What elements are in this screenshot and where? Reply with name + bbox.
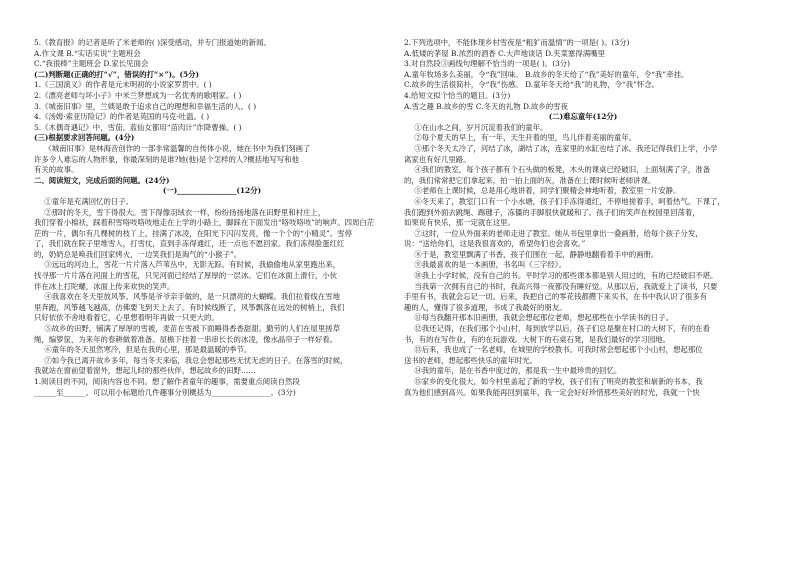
- right-text-line: 书，有的在写作业，有的在玩游戏。大树下的石桌石凳，是我们最好的学习园地。: [404, 334, 671, 344]
- left-text-line: ②那时的冬天，雪下得很大。雪下得像羽绒衣一样，纷纷扬扬地落在田野里和村庄上，: [44, 207, 326, 217]
- left-text-line: 只好依依不舍地看着它，心里想着明年再做一只更大的。: [34, 313, 219, 323]
- right-text-line: ⑫我还记得，在我们那个小山村，每到放学以后，孩子们总是聚在村口的大树下，有的在看: [414, 324, 710, 334]
- right-text-line: 3.对自然段③画线句理解不恰当的一项是( )。(3分): [404, 59, 571, 69]
- left-text-line: C.“我很棒”主题班会 D.家长见面会: [34, 59, 149, 69]
- left-text-line: 找寻那一片片落在河面上的雪花，只见河面已经结了厚厚的一层冰。它们在冰面上滑行，小伙: [34, 271, 338, 281]
- left-text-line: ④我喜欢在冬天里放风筝。风筝是爷爷亲手做的，是一只漂亮的大蝴蝶。我们拉着线在雪地: [44, 292, 340, 302]
- right-text-line: ⑪每当我翻开那本旧画册，我就会想起那位老师，想起那些在小学读书的日子。: [414, 313, 674, 323]
- right-text-line: 我们跑到外面去跳绳、踢毽子，冻僵的手脚很快就暖和了。孩子们的笑声在校园里回荡着，: [404, 207, 700, 217]
- right-text-line: 离家也有好几里路。: [404, 154, 471, 164]
- right-text-line: C.故乡的生活很简朴，令“我”伤感。 D.童年冬天给“我”的礼物，令“我”怀念。: [404, 80, 660, 90]
- right-text-line: (二)难忘童年(12分): [548, 112, 618, 122]
- right-text-line: A.童年牧场多么美丽，令“我”回味。 B.故乡的冬天给了“我”美好的童年，令“我”牵挂。: [404, 69, 689, 79]
- right-text-line: 的，我们常常把它们拿起来，拍一拍上面的灰，准备在上课时候听老师讲课。: [404, 175, 656, 185]
- right-text-line: 送书的老师，想起那些快乐的童年时光。: [404, 355, 538, 365]
- left-text-line: 了，我们就在院子里堆雪人，打雪仗，直到手冻得通红，还一点也不愿回家。我们冻得脸蛋红红: [34, 239, 345, 249]
- left-text-line: 绳，编箩筐，为来年的春耕做着准备。屋檐下挂着一串串长长的冰凌，像水晶帘子一样好看。: [34, 334, 338, 344]
- left-text-line: 伴在冰上打陀螺，冰面上传来欢快的笑声。: [34, 281, 175, 291]
- left-text-line: ⑤故乡的田野，铺满了厚厚的雪被，麦苗在雪被下面睡得香香甜甜。勤劳的人们在屋里搓草: [44, 324, 340, 334]
- right-text-line: 2.下列选项中，不能体现乡村雪夜是“粗犷而温情”的一项是( )。(3分): [404, 38, 630, 47]
- right-text-line: ②每个夏天的早上，有一年，天生开着的里，鸟儿伴着美丽的童年。: [414, 133, 637, 143]
- left-text-line: A.作文课 B.“实话实说”主题班会: [34, 48, 141, 58]
- left-text-line: (一)________________(12分): [162, 186, 262, 196]
- left-text-line: (二)判断题(正确的打“√”，错误的打“×”)。(5分): [34, 69, 200, 79]
- left-text-line: ①童年是充满回忆的日子。: [44, 196, 134, 206]
- left-text-line: 二、阅读短文，完成后面的问题。(24分): [34, 175, 170, 185]
- right-text-line: ⑦这时，一位从外面来的老师走进了教室。她从书包里拿出一叠画册，给每个孩子分发，: [414, 228, 703, 238]
- left-text-line: 《城南旧事》是林海音创作的一部非常温馨的自传体小说，她在书中为我们刻画了: [44, 143, 311, 153]
- right-text-line: A.雪之趣 B.故乡的雪 C.冬天的礼物 D.故乡的雪夜: [404, 101, 568, 111]
- right-text-line: 手里有书，我就会忘记一切。后来，我把自己的零花钱都攒下来买书，在书中我认识了很多有: [404, 292, 708, 302]
- right-text-line: 当我第一次拥有自己的书时，我高兴得一夜都没有睡好觉。从那以后，我就爱上了读书，只要: [414, 281, 718, 291]
- left-text-line: 2.《漂亮老师与坏小子》中米兰梦想成为一名优秀的歌唱家。( ): [34, 90, 242, 100]
- right-text-line: ⑥冬天来了，教室门口有一个小水塘，孩子们手冻得通红，不停地搓着手，呵着热气。下课了，: [414, 196, 725, 206]
- left-text-line: 3.《城南旧事》里，兰姨是敢于追求自己的理想和幸福生活的人。( ): [34, 101, 257, 111]
- right-text-line: 4.给短文拟个恰当的题目。(3分): [404, 90, 511, 100]
- left-text-line: 1.《三国演义》的作者是元末明初的小说家罗贯中。( ): [34, 80, 212, 90]
- right-text-line: ⑩我上小学时候，没有自己的书。平时学习的那些课本都是别人用过的，有的已经破旧不堪。: [414, 271, 718, 281]
- left-text-line: ⑦如今我已离开故乡多年，每当冬天来临，我总会想起那些无忧无虑的日子。在落雪的时候，: [44, 355, 348, 365]
- left-text-line: (三)根据要求回答问题。(4分): [34, 133, 135, 143]
- left-text-line: 的，奶奶总是唤我们回家烤火，一边笑我们是淘气的“小猴子”。: [34, 249, 242, 259]
- left-text-line: ______至______。可以用小标题给几件趣事分别概括为________________。(3分): [34, 387, 296, 397]
- right-text-line: 趣的人，懂得了很多道理，书成了我最好的朋友。: [404, 302, 567, 312]
- right-text-line: 真为他们感到高兴。如果我能再回到童年，我一定会好好珍惜那些美好的时光，我就一个快: [404, 387, 700, 397]
- right-text-line: ④我们的教室，每个孩子都有个石头做的板凳，木头的课桌已经破旧，上面刻满了字，准备: [414, 165, 710, 175]
- right-text-line: A.低矮的茅屋 B.浓烈的酒香 C.大声地谈话 D.夹菜塞得满嘴里: [404, 48, 605, 58]
- left-text-line: 我们穿着小棉袄，踩着积雪咯吱咯吱地走在上学的小路上，脚踩在下面发出“咯吱咯吱”的响声。四周白茫: [34, 218, 375, 228]
- left-text-line: 有关的故事。: [34, 165, 79, 175]
- left-text-line: 5.《木偶奇遇记》中，雪茄、蓝仙女都用“苗肉计”诈降曹操。( ): [34, 122, 242, 132]
- left-text-line: 5.《教育报》的记者是听了米老师的( )深受感动，并专门报道她的新闻。: [34, 38, 271, 47]
- right-text-line: ⑨我最喜欢的是一本画册，书名叫《三字经》。: [414, 260, 566, 270]
- left-text-line: 1.阅读目的不同，阅读内容也不同。想了解作者童年的趣事，需要重点阅读自然段: [34, 377, 300, 386]
- right-text-line: ⑭我的童年，是在书香中度过的，那是我一生中最珍贵的回忆。: [414, 366, 622, 376]
- right-column: [404, 38, 762, 398]
- left-text-line: 里奔跑，风筝越飞越高，仿佛要飞到天上去了。有时候线断了，风筝飘落在远处的树梢上，我们: [34, 302, 345, 312]
- left-text-line: 4.《汤姆·索亚历险记》的作者是英国的马克·吐温。( ): [34, 112, 210, 122]
- right-text-line: ③那个冬天太冷了，河结了冰，湖结了冰，连家里的水缸也结了冰。我还记得我们上学，小学: [414, 143, 718, 153]
- right-text-line: ⑬后来，我也成了一名老师，在城里的学校教书。可我时常会想起那个小山村，想起那位: [414, 345, 703, 355]
- right-text-line: ⑤老师在上课时候，总是用心地讲着，同学们聚精会神地听着，教室里一片安静。: [414, 186, 681, 196]
- left-text-line: 我就站在窗前望着窗外，想起儿时的那些伙伴，想起故乡的田野……: [34, 366, 256, 376]
- right-text-line: ⑧于是，教室里飘满了书香，孩子们围在一起，静静地翻看着手中的画册。: [414, 249, 659, 259]
- left-text-line: ③远远的河边上，雪花一片片落入芦苇丛中，无影无踪。有时候，我偷偷地从家里跑出来，: [44, 260, 340, 270]
- left-text-line: 许多令人难忘的人物形象，你最深刻的是谁?她(他)是个怎样的人?概括地写写和他: [34, 154, 299, 164]
- left-text-line: ⑥童年的冬天虽然寒冷，但是在我的心里，那是最温暖的季节。: [44, 345, 252, 355]
- right-text-line: ⑮家乡的变化很大，如今村里盖起了新的学校，孩子们有了明亮的教室和崭新的书本，我: [414, 377, 703, 386]
- right-text-line: 说：“送给你们，这是我很喜欢的，希望你们也会喜欢。”: [404, 239, 586, 249]
- left-text-line: 茫的一片，偶尔有几棵树的枝丫上，挂满了冰凌，在阳光下闪闪发亮，像一个个的“小精灵”。雪停: [34, 228, 352, 238]
- right-text-line: ①在山水之间，岁月沉淀着我们的童年。: [414, 122, 548, 132]
- left-column: [34, 38, 390, 398]
- right-text-line: 如果说有快乐，那一定就在这里。: [404, 218, 515, 228]
